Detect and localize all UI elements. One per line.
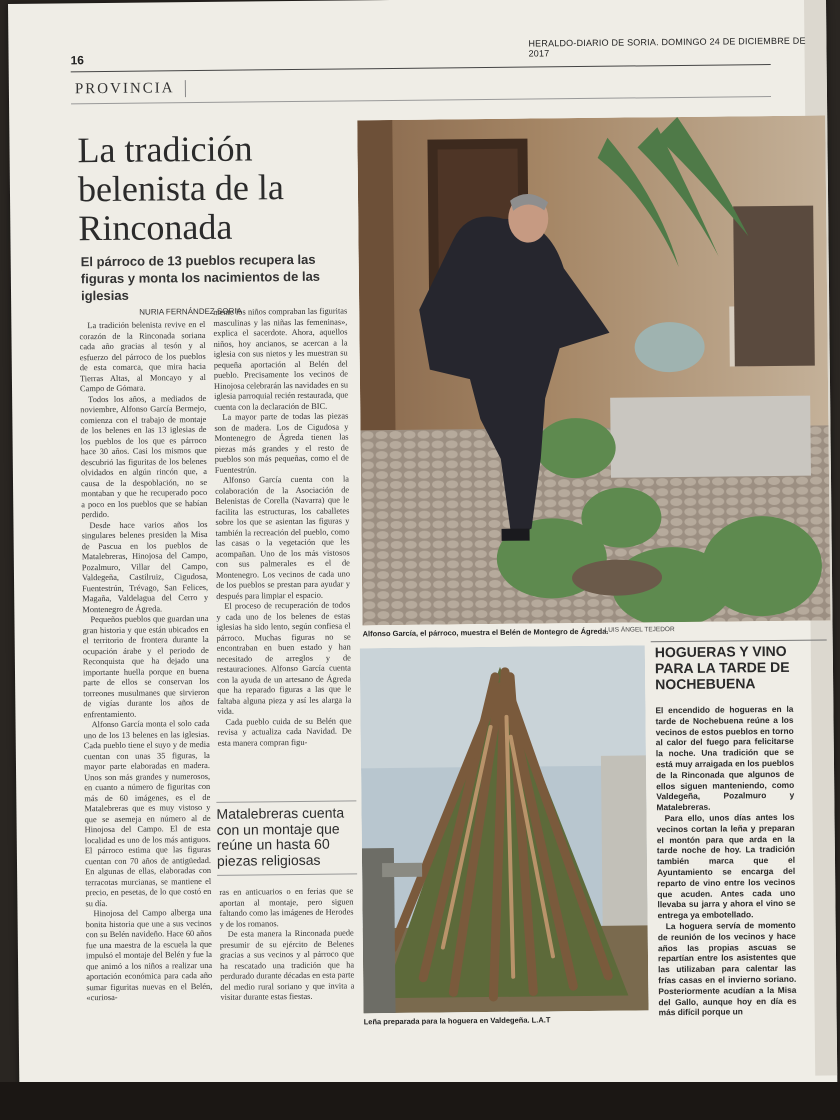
paragraph: Todos los años, a mediados de noviembre, Alfonso García Bermejo, comienza con el trabajo de montaje de los belenes en las 13 iglesias de los pueblos de los que es párroco hace 30 años. Casi los mismos que descubrió las figuritas de los belenes olvidados en algún rincón que, a causa de la despoblación, no se montaban y que he recuperado poco a poco en los pueblos que se habían perdido. [80, 393, 208, 520]
paragraph: Para ello, unos días antes los vecinos cortan la leña y preparan el montón para que arda en la tarde noche de hoy. La tradición también marca que el Ayuntamiento se encarga del reparto de vino entre los vecinos que acuden. Antes cada uno llevaba su jarra y ahora el vino se entrega ya embotellado. [656, 811, 796, 921]
article-column-3 [219, 886, 355, 1081]
table-background [0, 1082, 840, 1120]
paragraph: De esta manera la Rinconada puede presumir de su ejército de Belenes gracias a sus vecinos y al párroco que ha rescatado una tradición que ha perdurado durante décadas en esta parte del medio rural soriano y que invita a visitar durante estas fiestas. [219, 928, 355, 1002]
top-rule [71, 64, 771, 72]
paragraph: El proceso de recuperación de todos y cada uno de los belenes de estas iglesias ha sido lento, según confiesa el párroco. Muchas figuras no se encontraban en buen estado y han necesitado de arreglos y de restauraciones. Alfonso García cuenta con la ayuda de un artesano de Ágreda que ha reparado figuras a las que le faltaba alguna pieza y así les alarga la vida. [216, 600, 352, 716]
section-label: PROVINCIA [75, 80, 186, 98]
paragraph: La tradición belenista revive en el corazón de la Rinconada soriana cada año gracias al tesón y al esfuerzo del párroco de los pueblos de esta comarca, que mira hacia Tierras Altas, al Moncayo y al Campo de Gómara. [79, 319, 206, 394]
page-number: 16 [70, 53, 85, 68]
sidebar-body [655, 704, 797, 1060]
paragraph: La mayor parte de todas las piezas son de madera. Los de Cigudosa y Montenegro de Ágreda tienen las piezas más grandes y el resto de pueblos son más pequeñas, como el de Fuentestrún. [214, 411, 349, 475]
pull-quote: Matalebreras cuenta con un montaje que reúne un hasta 60 piezas religiosas [216, 800, 357, 875]
byline: NURIA FERNÁNDEZ SORIA [139, 306, 242, 317]
paragraph: Cada pueblo cuida de su Belén que revisa y actualiza cada Navidad. De esta manera compran figu- [217, 715, 352, 748]
sidebar-headline: HOGUERAS Y VINO PARA LA TARDE DE NOCHEBUENA [654, 642, 790, 693]
photo-firewood [360, 645, 649, 1013]
photo-priest-nativity-image [357, 115, 830, 625]
paragraph: Hinojosa del Campo alberga una bonita historia que une a sus vecinos con su Belén navideño. Hace 60 años fue una maestra de la escuela la que impulsó el montaje del Belén y fue la que animó a los niños a realizar una aportación económica para cada año sumar figuritas nuevas en el Belén, «curiosa- [85, 907, 213, 1003]
photo1-credit: LUIS ÁNGEL TEJEDOR [604, 626, 675, 634]
masthead: HERALDO-DIARIO DE SORIA. DOMINGO 24 DE DICIEMBRE DE 2017 [528, 35, 806, 59]
newspaper-page [8, 0, 837, 1104]
paragraph: ras en anticuarios o en ferias que se aportan al montaje, pero siguen faltando como las imágenes de Herodes y de los romanos. [219, 886, 354, 929]
photo2-caption: Leña preparada para la hoguera en Valdegeña. L.A.T [363, 1015, 551, 1027]
photo-priest-nativity [357, 115, 830, 625]
paragraph: Desde hace varios años los singulares belenes presiden la Misa de Pascua en los pueblos de Matalebreras, Hinojosa del Campo, Pozalmuro, Villar del Campo, Valdegeña, Castilruiz, Cigudosa, Fuentestrún, Trévago, San Felices, Magaña, Valdelagua del Cerro y Montenegro de Ágreda. [81, 519, 209, 614]
photo1-caption: Alfonso García, el párroco, muestra el Belén de Montegro de Ágreda. [362, 626, 609, 639]
paragraph: Alfonso García cuenta con la colaboración de la Asociación de Belenistas de Corella (Navarra) que le facilita las estructuras, los caballetes sobre los que se asientan las figuras y también la recreación del pueblo, como las casas o la vegetación que les acompañan. Uno de los más vistosos con sus palmerales es el de Montenegro. Los vecinos de cada uno de los pueblos se prestan para ayudar y después para limpiar el espacio. [215, 474, 351, 601]
paragraph: Pequeños pueblos que guardan una gran historia y que están ubicados en el territorio de frontera durante la ocupación árabe y el periodo de Reconquista que ha dejado una importante huella porque en buena parte de ellos se conservan los torreones musulmanes que sirvieron de vigías durante los años de enfrentamiento. [82, 613, 210, 719]
photo-firewood-image [360, 645, 649, 1013]
article-column-2 [213, 306, 352, 783]
paragraph: La hoguera servía de momento de reunión de los vecinos y hace años las propias ascuas se repartían entre los asistentes que las utilizaban para calentar las frías casas en el invierno soriano. Posteriormente acudían a la Misa del Gallo, aunque hoy en día es más difícil porque un [657, 919, 797, 1018]
section-rule [71, 96, 771, 104]
subheadline: El párroco de 13 pueblos recupera las figuras y monta los nacimientos de las iglesias [80, 251, 321, 304]
paragraph: El encendido de hogueras en la tarde de Nochebuena reúne a los vecinos de estos pueblos en torno al calor del fuego para felicitarse la noche. Una tradición que se está muy arraigada en los pueblos de la Rinconada que algunos de ellos siguen manteniendo, como Valdegeña, Pozalmuro y Matalebreras. [655, 703, 795, 813]
headline: La tradición belenista de la Rinconada [77, 128, 285, 249]
paragraph: Alfonso García monta el solo cada uno de los 13 belenes en las iglesias. Cada pueblo tiene el suyo y de media cuentan con unas 35 figuras, la mayor parte elaboradas en madera. Unos son más grandes y numerosos, en cuanto a número de figuritas con más de 60 imágenes, es el de Matalebreras que es muy vistoso y que se asemeja en número al de Hinojosa del Campo. El de esta localidad es uno de los más antiguos. El párroco estima que las figuras cuentan con 70 años de antigüedad. En algunas de ellas, elaboradas con terracotas murcianas, se mantiene el precio, en pesetas, de lo que costó en su día. [83, 718, 212, 908]
paragraph: mente los niños compraban las figuritas masculinas y las niñas las femeninas», explica el sacerdote. Ahora, aquellos niños, hoy ancianos, se acercan a la iglesia con sus nietos y les muestran su pequeña aportación al Belén del pueblo. Precisamente los vecinos de Hinojosa celebrarán las navidades en su iglesia parroquial recién restaurada, que cuenta con la declaración de BIC. [213, 306, 349, 412]
article-column-1 [79, 320, 213, 1091]
